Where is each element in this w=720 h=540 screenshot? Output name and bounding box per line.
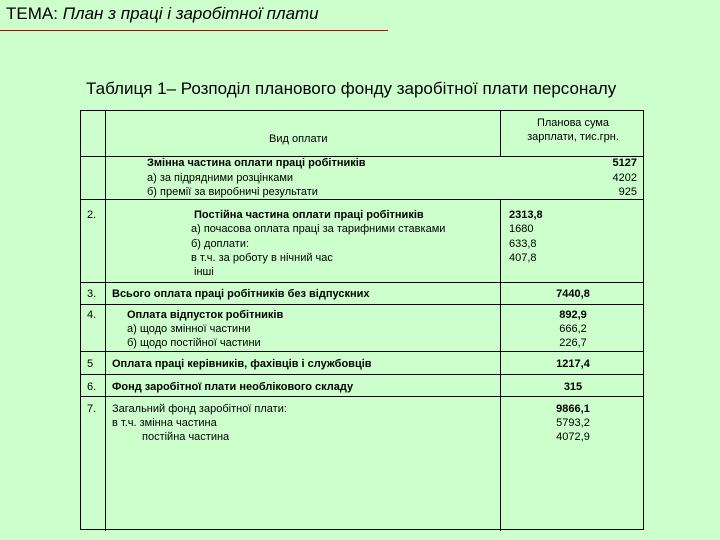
row3-total: 7440,8 bbox=[556, 288, 590, 300]
topic-underline bbox=[0, 30, 388, 31]
row5-total: 1217,4 bbox=[556, 358, 590, 370]
salary-fund-table bbox=[80, 110, 644, 530]
grid-hline-row1 bbox=[81, 199, 643, 200]
row5-title: Оплата праці керівників, фахівців і службовців bbox=[112, 358, 372, 370]
row7-num: 7. bbox=[87, 403, 97, 415]
row4-value-a: 666,2 bbox=[559, 323, 587, 335]
row7-line-a: в т.ч. змінна частина bbox=[112, 417, 217, 429]
row6-title: Фонд заробітної плати необлікового складу bbox=[112, 381, 354, 393]
row4-line-a: а) щодо змінної частини bbox=[127, 323, 251, 335]
grid-hline-row6 bbox=[81, 396, 643, 397]
row2-title: Постійна частина оплати праці робітників bbox=[194, 209, 424, 221]
row2-line-a: а) почасова оплата праці за тарифними ставками bbox=[191, 223, 446, 235]
row4-title: Оплата відпусток робітників bbox=[127, 309, 284, 321]
row2-num: 2. bbox=[87, 209, 97, 221]
row1-total: 5127 bbox=[612, 157, 637, 169]
row7-value-b: 4072,9 bbox=[556, 431, 590, 443]
row2-total: 2313,8 bbox=[509, 209, 543, 221]
row4-total: 892,9 bbox=[559, 309, 587, 321]
topic-label: ТЕМА: bbox=[6, 4, 58, 23]
row2-value-b: 633,8 bbox=[509, 238, 537, 250]
row1-value-a: 4202 bbox=[612, 172, 637, 184]
slide-topic bbox=[6, 4, 319, 24]
row1-value-b: 925 bbox=[618, 186, 637, 198]
row1-title: Змінна частина оплати праці робітників bbox=[147, 157, 366, 169]
row7-value-a: 5793,2 bbox=[556, 417, 590, 429]
grid-vline-num-lower bbox=[105, 307, 106, 531]
grid-hline-row2 bbox=[81, 282, 643, 283]
row2-line-c: в т.ч. за роботу в нічний час bbox=[191, 252, 333, 264]
row5-num: 5 bbox=[87, 358, 94, 370]
row2-value-c: 407,8 bbox=[509, 252, 537, 264]
row3-num: 3. bbox=[87, 288, 97, 300]
row4-num: 4. bbox=[87, 309, 97, 321]
header-sum-col-line1: Планова сума bbox=[536, 117, 610, 129]
row3-title: Всього оплата праці робітників без відпускних bbox=[112, 288, 370, 300]
row7-title: Загальний фонд заробітної плати: bbox=[112, 403, 287, 415]
row6-num: 6. bbox=[87, 381, 97, 393]
grid-hline-row4 bbox=[81, 351, 643, 352]
header-type-col: Вид оплати bbox=[269, 133, 328, 145]
row2-value-a: 1680 bbox=[509, 223, 534, 235]
row2-line-b: б) доплати: bbox=[191, 238, 250, 250]
header-sum-col-line2: зарплати, тис.грн. bbox=[527, 131, 619, 143]
row1-line-a: а) за підрядними розцінками bbox=[147, 172, 294, 184]
row4-line-b: б) щодо постійної частини bbox=[127, 337, 261, 349]
grid-vline-num bbox=[105, 111, 106, 307]
row1-line-b: б) премії за виробничі результати bbox=[147, 186, 318, 198]
row7-total: 9866,1 bbox=[556, 403, 590, 415]
row6-total: 315 bbox=[563, 381, 583, 393]
row2-line-d: інші bbox=[194, 266, 214, 278]
table-caption: Таблиця 1– Розподіл планового фонду заробітної плати персоналу bbox=[86, 79, 617, 98]
row7-line-b: постійна частина bbox=[142, 431, 230, 443]
grid-hline-row5 bbox=[81, 374, 643, 375]
grid-hline-row3 bbox=[81, 304, 643, 305]
topic-name: План з праці і заробітної плати bbox=[62, 4, 319, 23]
row4-value-b: 226,7 bbox=[559, 337, 587, 349]
